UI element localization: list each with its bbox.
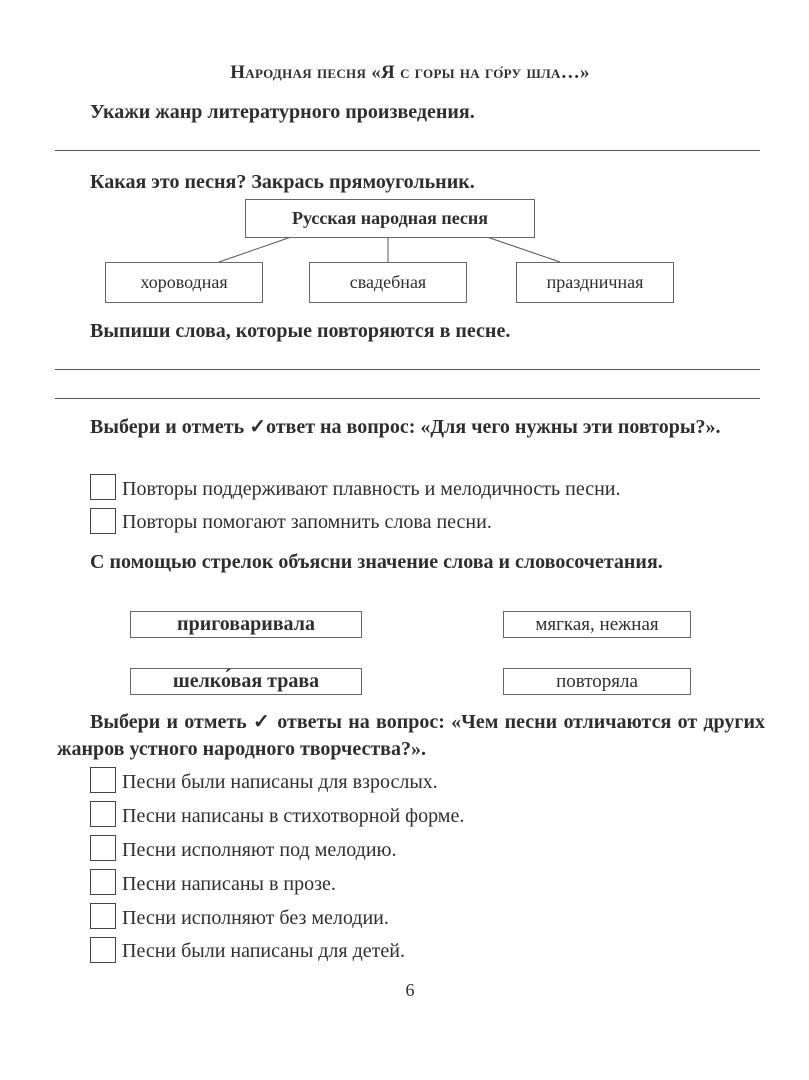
page-number: 6	[405, 980, 415, 1000]
option-label: Песни написаны в стихотворной форме.	[122, 805, 465, 827]
question-song-type: Какая это песня? Закрась прямоугольник.	[90, 171, 475, 193]
connector-line	[487, 237, 560, 262]
meaning-box[interactable]: повторяла	[503, 668, 691, 695]
question-genre: Укажи жанр литературного произведения.	[90, 101, 475, 123]
option-label: Песни были написаны для взрослых.	[122, 771, 438, 793]
genre-box-svadebnaya[interactable]: свадебная	[309, 262, 467, 303]
checkbox[interactable]	[90, 869, 116, 895]
checkbox[interactable]	[90, 903, 116, 929]
diagram-root-box: Русская народная песня	[245, 199, 535, 238]
answer-line[interactable]	[55, 398, 760, 399]
checkbox[interactable]	[90, 767, 116, 793]
word-box[interactable]: шелко́вая трава	[130, 668, 362, 695]
page-title: Народная песня «Я с горы на го́ру шла…»	[230, 62, 590, 83]
checkbox[interactable]	[90, 937, 116, 963]
option-label: Повторы поддерживают плавность и мелодичность песни.	[122, 478, 621, 500]
option-label: Песни исполняют без мелодии.	[122, 907, 389, 929]
checkbox[interactable]	[90, 801, 116, 827]
genre-box-khorovodnaya[interactable]: хороводная	[105, 262, 263, 303]
option-label: Песни исполняют под мелодию.	[122, 839, 397, 861]
question-repeated-words: Выпиши слова, которые повторяются в песне.	[90, 320, 511, 342]
option-label: Песни написаны в прозе.	[122, 873, 336, 895]
connector-line	[219, 237, 291, 262]
checkbox[interactable]	[90, 508, 116, 534]
option-label: Повторы помогают запомнить слова песни.	[122, 511, 492, 533]
question-word-meaning: С помощью стрелок объясни значение слова и словосочетания.	[90, 551, 663, 573]
question-repeats-purpose: Выбери и отметь ✓ответ на вопрос: «Для чего нужны эти повторы?».	[90, 416, 721, 438]
question-song-features: Выбери и отметь ✓ ответы на вопрос: «Чем песни отличаются от других жанров устного народного творчества?».	[57, 711, 765, 760]
option-label: Песни были написаны для детей.	[122, 940, 405, 962]
meaning-box[interactable]: мягкая, нежная	[503, 611, 691, 638]
checkbox[interactable]	[90, 474, 116, 500]
word-box[interactable]: приговаривала	[130, 611, 362, 638]
answer-line[interactable]	[55, 369, 760, 370]
genre-box-prazdnichnaya[interactable]: праздничная	[516, 262, 674, 303]
checkbox[interactable]	[90, 835, 116, 861]
